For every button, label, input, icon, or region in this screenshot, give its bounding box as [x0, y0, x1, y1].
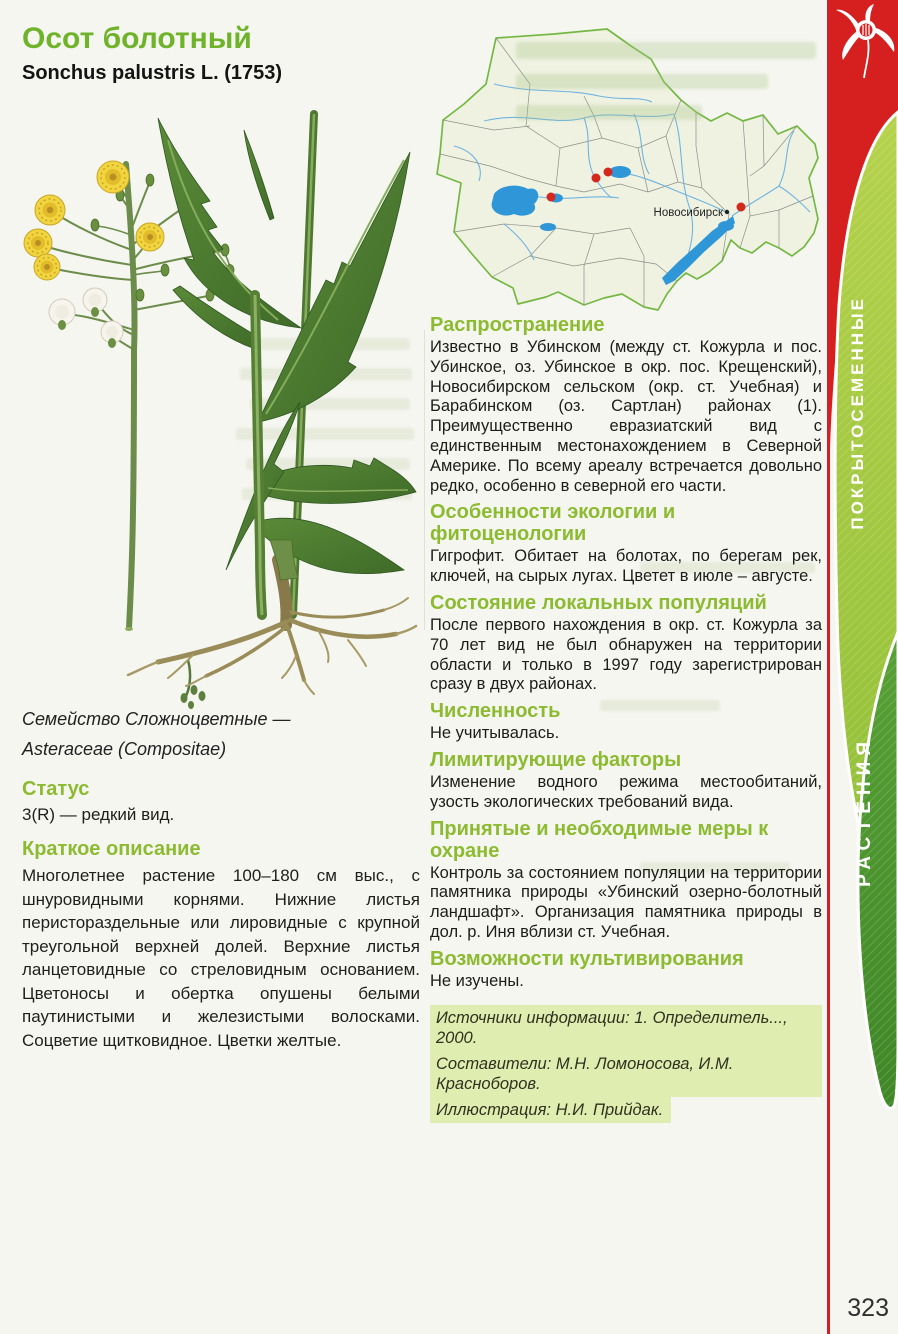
page-title: Осот болотный: [22, 22, 252, 55]
section-text: Гигрофит. Обитает на болотах, по берегам рек, ключей, на сырых лугах. Цветет в июле – августе.: [430, 547, 822, 586]
description-text: Многолетнее растение 100–180 см выс., с шнуровидными корнями. Нижние листья перистораздельные или лировидные с крупной треугольной верхней долей. Верхние листья ланцетовидные со стреловидным основанием. Цветоносы и обертка опушены белыми паутинистыми и железистыми волосками. Соцветие щитковидное. Цветки желтые.: [22, 866, 420, 1050]
sidebar-band: [822, 0, 898, 1334]
city-dot: [725, 210, 729, 214]
roots: [128, 560, 416, 694]
section-local-populations: [430, 592, 822, 695]
description-heading: Краткое описание: [22, 838, 201, 860]
family-name: Семейство Сложноцветные — Asteraceae (Compositae): [22, 709, 291, 759]
section-heading: Возможности культивирования: [430, 947, 744, 970]
section-text: После первого нахождения в окр. ст. Кожурла за 70 лет вид не был обнаружен на территории области и только в 1997 году зарегистрирован сразу в двух районах.: [430, 615, 822, 694]
cut-stem-end: [125, 627, 133, 631]
section-heading: Лимитирующие факторы: [430, 748, 682, 771]
section-text: Известно в Убинском (между ст. Кожурла и пос. Убинское, оз. Убинское в окр. пос. Крещенский), Новосибирском сельском (окр. ст. Учебная) и Барабинском (оз. Сартлан) районах (1). Преимущественно евразиатский вид с единственным местонахождением в Северной Америке. По всему ареалу встречается довольно редко, особенно в северной его части.: [430, 338, 822, 495]
section-abundance: [430, 700, 822, 744]
plant-illustration-svg: [8, 100, 423, 710]
section-limiting-factors: [430, 749, 822, 813]
bleedthrough-text: [516, 74, 768, 89]
section-text: Контроль за состоянием популяции на территории памятника природы «Убинский озерно-болотный ландшафт». Организация памятника природы в дол. р. Иня вблизи ст. Учебная.: [430, 863, 822, 941]
page-number: 323: [847, 1294, 889, 1322]
left-column: [22, 704, 420, 1052]
sidebar-label-plants: РАСТЕНИЯ: [854, 736, 875, 887]
section-text: Не учитывалась.: [430, 724, 560, 743]
column-divider: [424, 330, 425, 630]
section-protection-measures: [430, 818, 822, 943]
right-column: [430, 314, 822, 1123]
bleedthrough-text: [516, 42, 816, 59]
sources-line: Иллюстрация: Н.И. Прийдак.: [430, 1097, 671, 1123]
section-cultivation: [430, 948, 822, 992]
status-heading: Статус: [22, 778, 90, 800]
plant-illustration: [8, 100, 423, 710]
section-text: Не изучены.: [430, 971, 524, 990]
red-edge-line: [827, 0, 830, 1334]
section-ecology: [430, 501, 822, 587]
leaves: [158, 118, 416, 574]
sidebar-graphics: [822, 0, 898, 1334]
city-label: Новосибирск: [653, 207, 723, 219]
section-heading: Особенности экологии и фитоценологии: [430, 501, 676, 546]
sources-line: Источники информации: 1. Определитель..., 2000.: [430, 1005, 822, 1051]
distribution-map-svg: [434, 26, 822, 314]
distribution-map: [434, 26, 822, 314]
sources-line: Составители: М.Н. Ломоносова, И.М. Красноборов.: [430, 1051, 822, 1097]
basal-sprig: [181, 660, 206, 709]
section-heading: Численность: [430, 700, 561, 723]
status-value: 3(R) — редкий вид.: [22, 805, 175, 824]
sidebar-label-angiosperms: ПОКРЫТОСЕМЕННЫЕ: [848, 296, 867, 530]
sources-box: [430, 1005, 822, 1123]
section-heading: Принятые и необходимые меры к охране: [430, 817, 769, 862]
section-text: Изменение водного режима местообитаний, узость экологических требований вида.: [430, 772, 822, 811]
latin-name: Sonchus palustris L. (1753): [22, 62, 283, 84]
section-heading: Состояние локальных популяций: [430, 591, 767, 614]
section-heading: Распространение: [430, 314, 605, 336]
bleedthrough-text: [516, 105, 702, 120]
section-distribution: [430, 314, 822, 496]
